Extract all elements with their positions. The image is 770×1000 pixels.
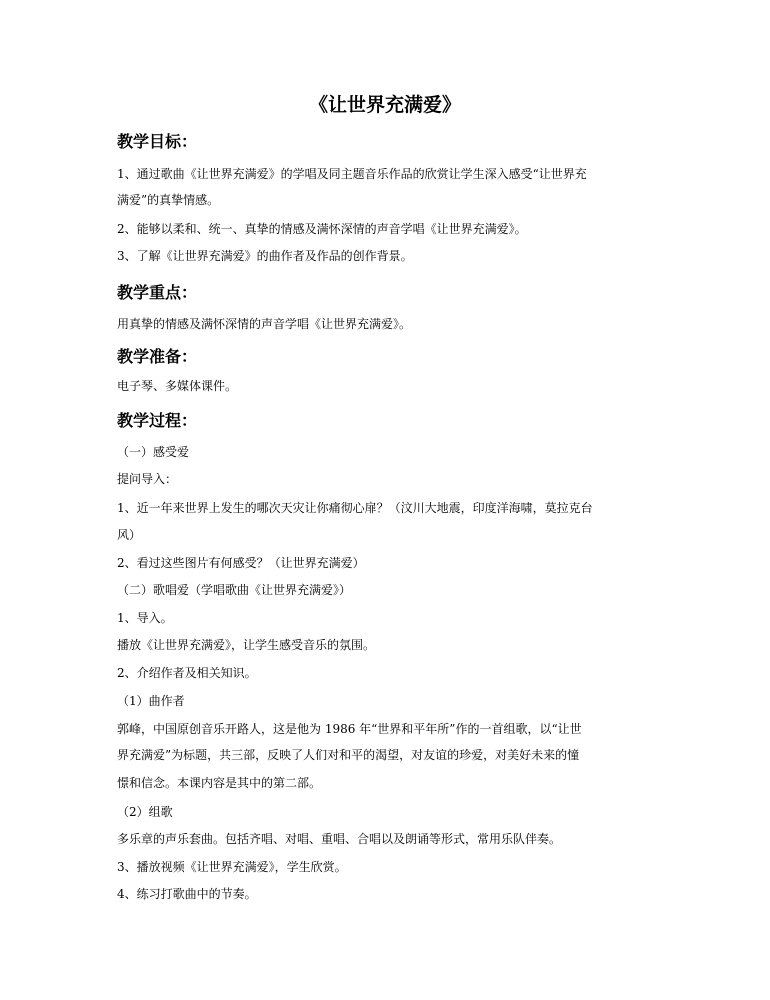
goal-line: 3、了解《让世界充满爱》的曲作者及作品的创作背景。 <box>117 249 413 263</box>
key-point-line: 用真挚的情感及满怀深情的声音学唱《让世界充满爱》。 <box>117 317 412 331</box>
document-title: 《让世界充满爱》 <box>308 94 461 116</box>
goal-line: 1、通过歌曲《让世界充满爱》的学唱及同主题音乐作品的欣赏让学生深入感受“让世界充 <box>117 167 587 181</box>
heading-teaching-goals: 教学目标： <box>117 132 198 151</box>
goal-line: 2、能够以柔和、统一、真挚的情感及满怀深情的声音学唱《让世界充满爱》。 <box>117 222 527 236</box>
process-line: 1、导入。 <box>117 611 173 625</box>
process-line: 憬和信念。本课内容是其中的第二部。 <box>117 776 322 790</box>
process-line: 界充满爱”为标题，共三部，反映了人们对和平的渴望，对友谊的珍爱，对美好未来的憧 <box>117 748 580 762</box>
goal-line: 满爱”的真挚情感。 <box>117 193 220 207</box>
heading-key-points: 教学重点： <box>117 283 198 302</box>
preparation-line: 电子琴、多媒体课件。 <box>117 379 238 393</box>
process-line: 4、练习打歌曲中的节奏。 <box>117 887 257 901</box>
process-line: （1）曲作者 <box>117 694 185 708</box>
process-line: 2、介绍作者及相关知识。 <box>117 666 257 680</box>
process-line: 2、看过这些图片有何感受？（让世界充满爱） <box>117 556 365 570</box>
process-line: 郭峰，中国原创音乐开路人，这是他为 1986 年“世界和平年所”作的一首组歌，以“让世 <box>117 722 582 736</box>
process-line: 多乐章的声乐套曲。包括齐唱、对唱、重唱、合唱以及朗诵等形式，常用乐队伴奏。 <box>117 832 562 846</box>
process-line: 1、近一年来世界上发生的哪次天灾让你痛彻心扉？（汶川大地震，印度洋海啸，莫拉克台 <box>117 501 593 515</box>
process-line: 播放《让世界充满爱》，让学生感受音乐的氛围。 <box>117 638 376 652</box>
heading-preparation: 教学准备： <box>117 347 198 366</box>
heading-teaching-process: 教学过程： <box>117 411 198 430</box>
process-line: 风） <box>117 528 142 542</box>
process-line: （2）组歌 <box>117 805 173 819</box>
process-line: （二）歌唱爱（学唱歌曲《让世界充满爱》） <box>117 583 352 597</box>
process-line: 提问导入： <box>117 472 178 486</box>
process-line: 3、播放视频《让世界充满爱》，学生欣赏。 <box>117 860 347 874</box>
process-line: （一）感受爱 <box>117 445 190 459</box>
